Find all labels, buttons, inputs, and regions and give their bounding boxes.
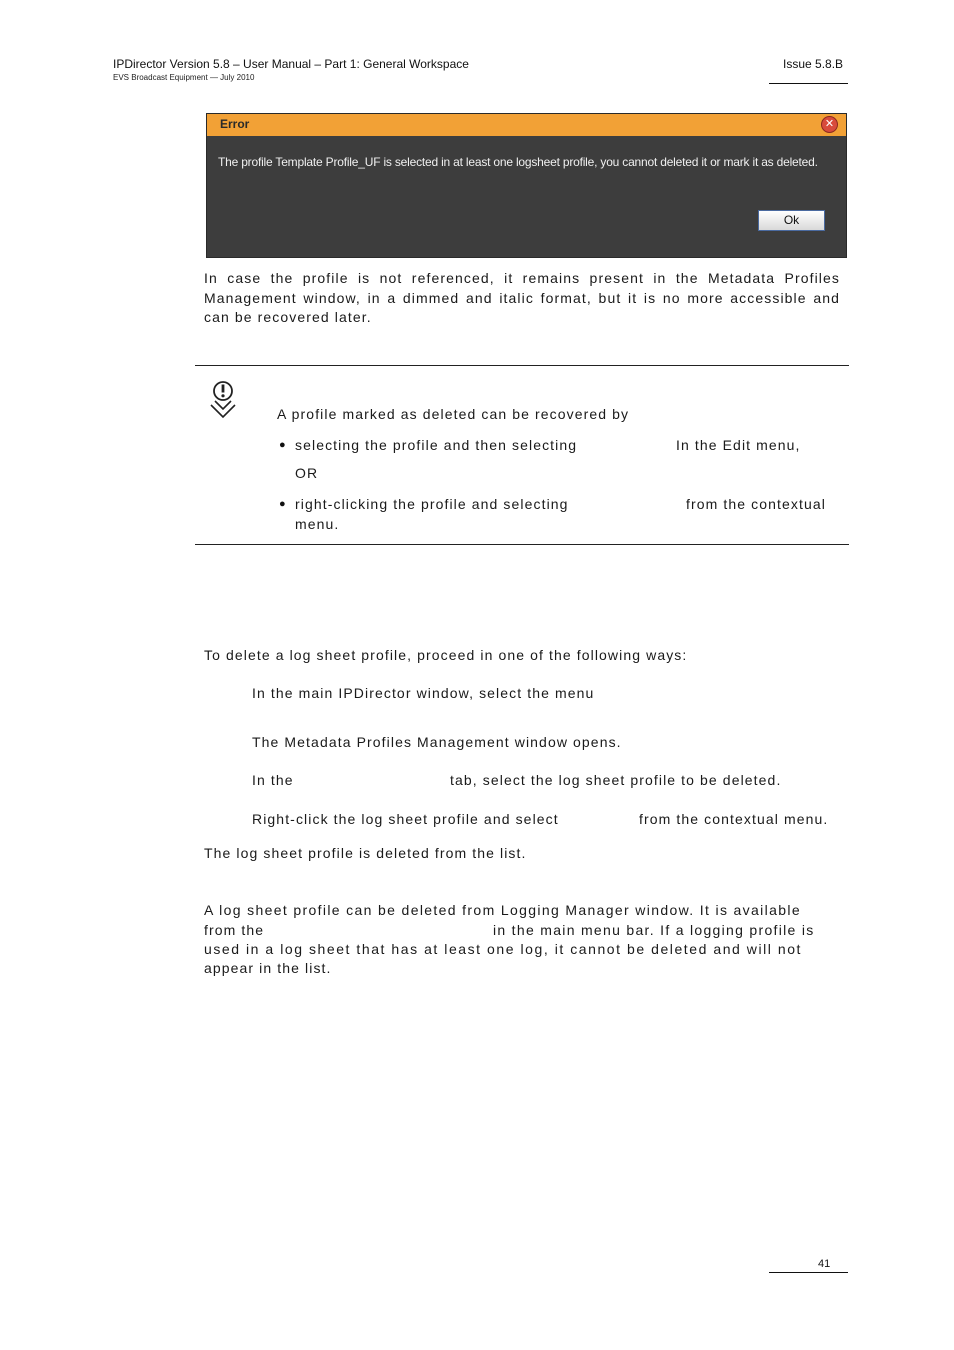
dialog-message: The profile Template Profile_UF is selected in at least one logsheet profile, you cannot deleted it or mark it as deleted. — [218, 155, 818, 169]
procedure-result: The log sheet profile is deleted from the list. — [204, 845, 527, 861]
step-1-result: The Metadata Profiles Management window opens. — [252, 734, 622, 750]
logging-line-2-end: in the main menu bar. If a logging profile is — [493, 922, 815, 938]
dialog-title: Error — [220, 117, 250, 131]
note-bullet2-text: right-clicking the profile and selecting — [295, 496, 569, 512]
document-subtitle: EVS Broadcast Equipment — July 2010 — [113, 73, 255, 82]
logging-line-3: used in a log sheet that has at least one log, it cannot be deleted and will not — [204, 941, 802, 957]
note-bullet1-menu: In the Edit menu, — [676, 437, 801, 453]
note-bullet1-text: selecting the profile and then selecting — [295, 437, 578, 453]
bullet-icon: ● — [279, 498, 286, 510]
note-bullet2-end: menu. — [295, 516, 340, 532]
issue-number: Issue 5.8.B — [783, 57, 844, 71]
note-intro: A profile marked as deleted can be recovered by — [277, 406, 630, 422]
step-2-end: tab, select the log sheet profile to be deleted. — [450, 772, 782, 788]
document-title: IPDirector Version 5.8 – User Manual – Part 1: General Workspace — [113, 57, 469, 71]
logging-line-2-start: from the — [204, 922, 265, 938]
note-top-rule — [195, 365, 849, 366]
note-or: OR — [295, 465, 319, 481]
dialog-titlebar — [207, 114, 846, 136]
step-3-start: Right-click the log sheet profile and select — [252, 811, 559, 827]
ok-button[interactable]: Ok — [758, 210, 825, 231]
procedure-intro: To delete a log sheet profile, proceed in one of the following ways: — [204, 647, 688, 663]
note-icon — [207, 379, 239, 419]
step-3-end: from the contextual menu. — [639, 811, 829, 827]
page-number: 41 — [818, 1258, 831, 1270]
logging-line-4: appear in the list. — [204, 960, 332, 976]
logging-line-1: A log sheet profile can be deleted from Logging Manager window. It is available — [204, 902, 801, 918]
step-1: In the main IPDirector window, select the menu — [252, 685, 595, 701]
step-2-start: In the — [252, 772, 294, 788]
bullet-icon: ● — [279, 439, 286, 451]
note-bottom-rule — [195, 544, 849, 545]
header-rule — [769, 83, 848, 84]
close-icon[interactable]: ✕ — [821, 116, 838, 133]
error-dialog — [206, 113, 847, 258]
footer-rule — [769, 1272, 848, 1273]
note-bullet2-context: from the contextual — [686, 496, 826, 512]
not-referenced-paragraph: In case the profile is not referenced, it remains present in the Metadata Profiles Management window, in a dimmed and italic format, but it is no more accessible and can be recovered later. — [204, 270, 840, 325]
